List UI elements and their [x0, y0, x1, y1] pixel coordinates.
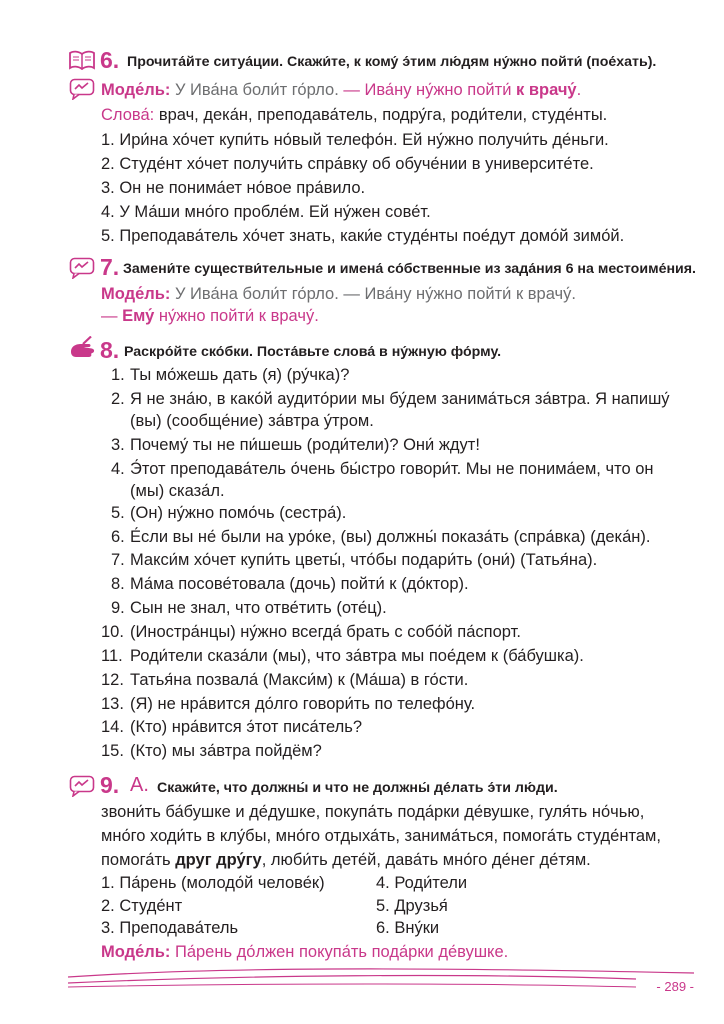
list-item-number: 14. [101, 718, 124, 736]
list-item: Е́сли вы не́ были на уро́ке, (вы) должны́ показа́ть (спра́вка) (дека́н). [130, 528, 651, 546]
writing-hand-icon [69, 336, 97, 358]
list-item: Сын не знал, что отве́тить (оте́ц). [130, 599, 387, 617]
exercise-9-title: Скажи́те, что должны́ и что не должны́ де́лать э́ти лю́ди. [157, 780, 558, 796]
list-item-number: 12. [101, 671, 124, 689]
list-item: 1. Па́рень (молодо́й челове́к) [101, 874, 325, 892]
exercise-7-number: 7. [100, 254, 120, 280]
exercise-7-model-answer [101, 306, 319, 326]
model-answer-bold: Ему́ [122, 307, 155, 325]
list-item: (Кто) мы за́втра пойдём? [130, 742, 322, 760]
model-label: Моде́ль: [101, 943, 171, 961]
list-item-number: 13. [101, 695, 124, 713]
list-item: 2. Студе́нт хо́чет получи́ть спра́вку об обуче́нии в университе́те. [101, 155, 594, 173]
list-item: (Иностра́нцы) ну́жно всегда́ брать с собо́й па́спорт. [130, 623, 521, 641]
model-answer: — Ива́ну ну́жно пойти́ [343, 81, 516, 99]
list-item: 5. Друзья́ [376, 897, 448, 915]
model-answer-bold: к врачу́ [516, 81, 577, 99]
list-item-number: 2. [111, 390, 125, 408]
list-item-number: 8. [111, 575, 125, 593]
text-part: помога́ть [101, 851, 176, 869]
list-item: (Он) ну́жно помо́чь (сестра́). [130, 504, 347, 522]
list-item-number: 4. [111, 460, 125, 478]
footer-swoosh [66, 965, 696, 991]
list-item-number: 10. [101, 623, 124, 641]
list-item: 3. Он не понима́ет но́вое пра́вило. [101, 179, 366, 197]
list-item-number: 7. [111, 551, 125, 569]
exercise-7-model [101, 284, 576, 304]
list-item: 5. Преподава́тель хо́чет знать, каки́е студе́нты пое́дут домо́й зимо́й. [101, 227, 625, 245]
page-number: - 289 - [656, 979, 694, 994]
words-list: врач, дека́н, преподава́тель, подру́га, роди́тели, студе́нты. [154, 106, 608, 124]
list-item-number: 9. [111, 599, 125, 617]
list-item-number: 6. [111, 528, 125, 546]
list-item: 4. Роди́тели [376, 874, 468, 892]
list-item: Ма́ма посове́товала (дочь) пойти́ к (до́ктор). [130, 575, 469, 593]
list-item: 6. Вну́ки [376, 919, 440, 937]
list-item: 3. Преподава́тель [101, 919, 239, 937]
speech-icon [69, 78, 95, 100]
list-item: 1. Ири́на хо́чет купи́ть но́вый телефо́н. Ей ну́жно получи́ть де́ньги. [101, 131, 609, 149]
list-item-continued: (мы) сказа́л. [130, 482, 225, 500]
exercise-6-number: 6. [100, 47, 120, 73]
exercise-6-words [101, 105, 607, 125]
list-item-number: 15. [101, 742, 124, 760]
list-item-continued: (вы) (сообще́ние) за́втра у́тром. [130, 412, 374, 430]
list-item: Роди́тели сказа́ли (мы), что за́втра мы пое́дем к (ба́бушка). [130, 647, 584, 665]
list-item: 2. Студе́нт [101, 897, 183, 915]
exercise-8-title: Раскро́йте ско́бки. Поста́вьте слова́ в ну́жную фо́рму. [124, 344, 502, 360]
exercise-7-title: Замени́те существи́тельные и имена́ со́бственные из зада́ния 6 на местоиме́ния. [123, 261, 696, 277]
exercise-9-number: 9. [100, 772, 120, 798]
list-item-number: 11. [101, 647, 123, 665]
exercise-9-text-line: звони́ть ба́бушке и де́душке, покупа́ть пода́рки де́вушке, гуля́ть но́чью, [101, 803, 645, 821]
exercise-6-title: Прочита́йте ситуа́ции. Скажи́те, к кому́ э́тим лю́дям ну́жно пойти́ (пое́хать). [127, 54, 657, 70]
model-question: У Ива́на боли́т го́рло. — Ива́ну ну́жно пойти́ к врачу́. [170, 285, 576, 303]
model-label: Моде́ль: [101, 285, 171, 303]
list-item: Татья́на позвала́ (Макси́м) к (Ма́ша) в го́сти. [130, 671, 469, 689]
list-item: Макси́м хо́чет купи́ть цветы́, что́бы подари́ть (они́) (Татья́на). [130, 551, 598, 569]
exercise-9-model [101, 942, 508, 962]
exercise-8-number: 8. [100, 337, 120, 363]
model-text: Па́рень до́лжен покупа́ть пода́рки де́вушке. [170, 943, 509, 961]
list-item-number: 5. [111, 504, 125, 522]
words-label: Слова́: [101, 106, 155, 124]
list-item-number: 1. [111, 366, 125, 384]
list-item: 4. У Ма́ши мно́го пробле́м. Ей ну́жен сове́т. [101, 203, 431, 221]
exercise-9-text-line: мно́го ходи́ть в клу́бы, мно́го отдыха́ть, занима́ться, помога́ть студе́нтам, [101, 827, 661, 845]
exercise-9-sub-letter: А. [130, 774, 149, 796]
exercise-6-model [101, 80, 581, 100]
model-dash: — [101, 307, 123, 325]
model-answer: ну́жно пойти́ к врачу́. [154, 307, 319, 325]
list-item-number: 3. [111, 436, 125, 454]
list-item: Почему́ ты не пи́шешь (роди́тели)? Они́ ждут! [130, 436, 480, 454]
list-item: (Кто) нра́вится э́тот писа́тель? [130, 718, 363, 736]
exercise-9-text-line [101, 850, 591, 870]
speech-icon [69, 257, 95, 279]
list-item: Я не зна́ю, в како́й аудито́рии мы бу́дем занима́ться за́втра. Я напишу́ [130, 390, 670, 408]
model-label: Моде́ль: [101, 81, 171, 99]
text-part: , люби́ть дете́й, дава́ть мно́го де́нег де́тям. [261, 851, 591, 869]
speech-icon [69, 775, 95, 797]
list-item: Ты мо́жешь дать (я) (ру́чка)? [130, 366, 350, 384]
book-icon [69, 50, 95, 70]
list-item: (Я) не нра́вится до́лго говори́ть по телефо́ну. [130, 695, 476, 713]
list-item: Э́тот преподава́тель о́чень бы́стро говори́т. Мы не понима́ем, что он [130, 460, 654, 478]
text-bold: друг дру́гу [175, 851, 262, 869]
model-end: . [576, 81, 582, 99]
model-question: У Ива́на боли́т го́рло. [170, 81, 344, 99]
